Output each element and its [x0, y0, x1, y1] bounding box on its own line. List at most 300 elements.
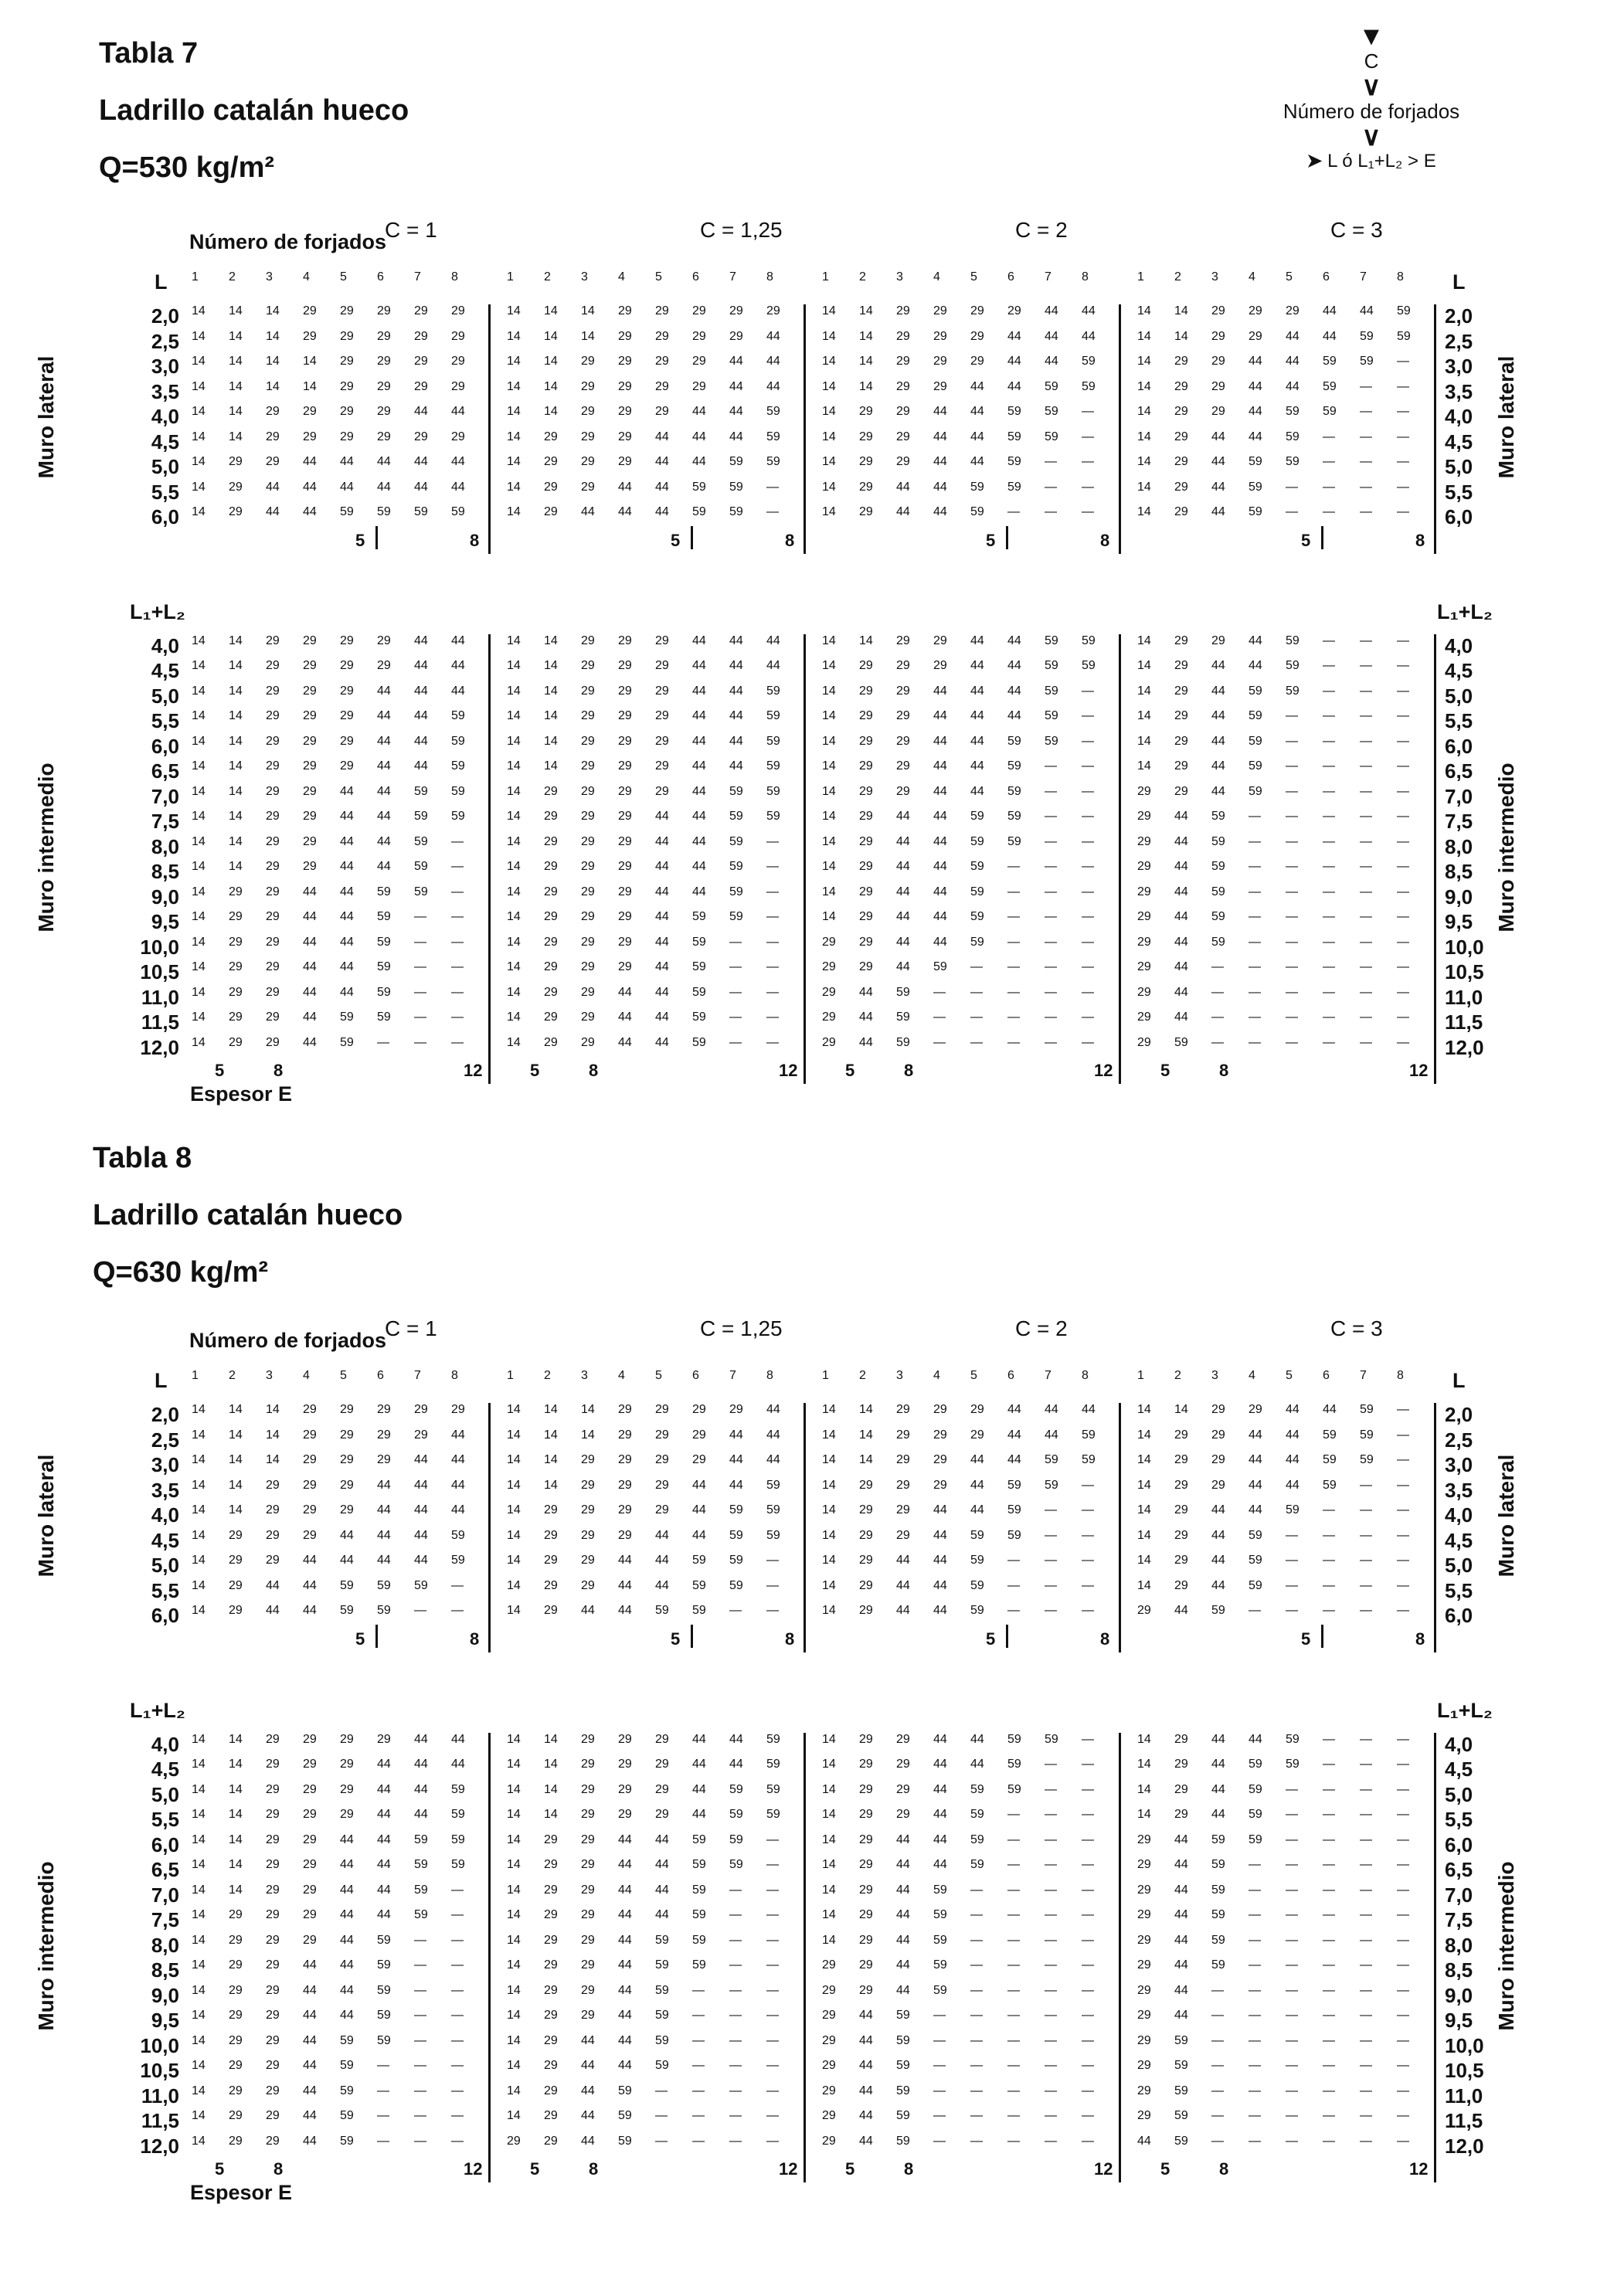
t7-inter-cell: 29 — [618, 633, 632, 647]
t8-int-row-label: 6,5 — [151, 1858, 179, 1881]
t7-inter-cell: 29 — [266, 960, 280, 973]
t8-numero-forjados: Número de forjados — [189, 1329, 387, 1352]
t7-inter-cell: 14 — [192, 960, 206, 973]
t7-inter-cell: — — [1397, 860, 1409, 873]
t7-inter-cell: — — [1045, 985, 1057, 999]
t8-lateral-cell: 44 — [692, 1528, 706, 1542]
t8-inter-cell: 29 — [303, 1832, 317, 1846]
t8-inter-cell: 29 — [340, 1758, 354, 1771]
t7-inter-cell: 44 — [896, 935, 910, 949]
t7-inter-cell: 29 — [859, 759, 873, 773]
t7-lateral-cell: 44 — [1082, 304, 1096, 318]
t7-inter-cell: 59 — [451, 759, 465, 773]
t7-col-header: 6 — [1007, 270, 1014, 284]
t8-lateral-cell: 29 — [1211, 1478, 1225, 1492]
t7-inter-cell: — — [1323, 1010, 1335, 1024]
t7-inter-cell: 29 — [544, 834, 558, 848]
t8-lat-row-label-right: 5,5 — [1445, 1578, 1473, 1602]
t8-lateral-cell: 29 — [933, 1403, 947, 1416]
t7-lateral-cell: 14 — [303, 379, 317, 393]
t8-inter-cell: 44 — [340, 1883, 354, 1897]
t7-lateral-cell: 29 — [970, 329, 984, 343]
t8-lateral-cell: — — [1323, 1528, 1335, 1542]
t7-lateral-cell: 14 — [1137, 505, 1151, 518]
t7-lateral-cell: 29 — [1174, 505, 1188, 518]
t7-inter-cell: 59 — [896, 1010, 910, 1024]
t8-inter-cell: 29 — [303, 1732, 317, 1746]
t8-inter-cell: — — [1045, 1908, 1057, 1921]
t8-lateral-cell: 59 — [377, 1578, 391, 1592]
t8-inter-cell: 14 — [822, 1758, 836, 1771]
t8-inter-cell: — — [970, 2059, 983, 2072]
t7-inter-cell: — — [1249, 985, 1261, 999]
t8-inter-cell: — — [377, 2109, 389, 2122]
t8-inter-cell: — — [1249, 2033, 1261, 2047]
t8-inter-cell: 29 — [1137, 2059, 1151, 2072]
t8-inter-cell: 44 — [377, 1908, 391, 1921]
t8-inter-cell: 29 — [1137, 1858, 1151, 1871]
t8-lateral-bar — [1119, 1403, 1121, 1652]
t7-lateral-cell: — — [766, 505, 779, 518]
t7-lateral-cell: — — [1082, 430, 1094, 443]
t8-inter-cell: — — [970, 1983, 983, 1997]
t8-inter-cell: 44 — [692, 1758, 706, 1771]
t7-lateral-cell: 14 — [507, 379, 521, 393]
t7-inter-cell: 44 — [303, 960, 317, 973]
t7-lateral-cell: 14 — [822, 304, 836, 318]
t8-lateral-cell: 29 — [655, 1428, 669, 1442]
t8-lateral-cell: 14 — [859, 1453, 873, 1466]
t7-inter-cell: 29 — [266, 684, 280, 698]
t8-lat-row-label-right: 4,0 — [1445, 1503, 1473, 1527]
t7-inter-cell: — — [766, 885, 779, 898]
t7-col-header: 4 — [618, 270, 625, 284]
t8-lateral-cell: 29 — [618, 1453, 632, 1466]
t7-inter-cell: 44 — [766, 633, 780, 647]
t8-lateral-cell: 29 — [581, 1478, 595, 1492]
t8-lat-row-label-right: 6,0 — [1445, 1604, 1473, 1627]
t7-inter-cell: 14 — [1137, 633, 1151, 647]
t7-lateral-cell: 14 — [507, 304, 521, 318]
t7-lateral-cell: 29 — [692, 329, 706, 343]
t8-lateral-cell: 29 — [544, 1528, 558, 1542]
t8-inter-cell: 59 — [1211, 1908, 1225, 1921]
t8-inter-cell: 59 — [655, 2059, 669, 2072]
t7-lateral-cell: 29 — [896, 304, 910, 318]
t7-lateral-cell: 44 — [451, 455, 465, 468]
t8-lateral-cell: 14 — [822, 1578, 836, 1592]
t8-title: Tabla 8 — [93, 1142, 192, 1174]
t7-lateral-cell: 14 — [507, 355, 521, 368]
t7-lateral-cell: 29 — [229, 505, 243, 518]
t7-lateral-cell: — — [1360, 455, 1372, 468]
t8-lateral-cell: 29 — [340, 1478, 354, 1492]
t8-inter-cell: — — [1249, 1883, 1261, 1897]
t8-inter-cell: — — [970, 2109, 983, 2122]
t7-lateral-cell: 59 — [1323, 355, 1337, 368]
t8-inter-cell: 44 — [303, 2134, 317, 2148]
t8-inter-cell: 44 — [618, 1958, 632, 1972]
t8-lateral-cell: — — [1045, 1554, 1057, 1567]
t8-inter-cell: 14 — [1137, 1782, 1151, 1796]
t7-inter-cell: — — [1045, 960, 1057, 973]
t8-inter-cell: 59 — [729, 1832, 743, 1846]
t7-inter-cell: 59 — [729, 834, 743, 848]
t7-espesor: Espesor E — [190, 1082, 293, 1106]
t8-inter-cell: — — [1286, 2134, 1298, 2148]
t7-inter-cell: — — [970, 985, 983, 999]
t7-lateral-cell: 14 — [1174, 329, 1188, 343]
t8-inter-cell: — — [451, 2134, 464, 2148]
t8-lateral-cell: — — [1082, 1578, 1094, 1592]
t7-inter-cell: — — [1397, 734, 1409, 748]
t7-inter-cell: 44 — [896, 960, 910, 973]
t8-lateral-cell: — — [766, 1578, 779, 1592]
t8-inter-cell: 59 — [618, 2084, 632, 2097]
t7-lat-row-label: 5,5 — [151, 480, 179, 504]
t7-lateral-cell: 29 — [859, 405, 873, 418]
t8-lat-row-label-right: 2,0 — [1445, 1403, 1473, 1426]
t8-lateral-cell: 29 — [618, 1428, 632, 1442]
t7-lateral-cell: 44 — [896, 480, 910, 494]
t7-lateral-cell: 14 — [266, 329, 280, 343]
t7-inter-cell: 29 — [618, 935, 632, 949]
t7-c-label-2: C = 2 — [1015, 218, 1068, 242]
t8-lateral-cell: 59 — [1007, 1503, 1021, 1517]
t8-inter-cell: — — [729, 1908, 742, 1921]
t8-lateral-foot: 8 — [1100, 1629, 1110, 1649]
t7-col-header: 7 — [729, 270, 736, 284]
t8-lateral-cell: 29 — [229, 1554, 243, 1567]
t7-inter-cell: 29 — [618, 734, 632, 748]
t7-inter-cell: 59 — [1082, 633, 1096, 647]
t7-lateral-cell: 14 — [192, 304, 206, 318]
t7-lateral-foot: 5 — [1301, 530, 1311, 550]
t8-inter-cell: 59 — [377, 1983, 391, 1997]
t7-lateral-cell: 44 — [303, 455, 317, 468]
t7-inter-cell: 29 — [1137, 1010, 1151, 1024]
t8-lateral-cell: 59 — [340, 1578, 354, 1592]
t7-inter-cell: 59 — [766, 759, 780, 773]
t8-inter-cell: — — [1360, 2109, 1372, 2122]
t8-inter-cell: 59 — [896, 2134, 910, 2148]
t7-inter-cell: — — [1360, 659, 1372, 672]
t7-lateral-cell: 29 — [729, 304, 743, 318]
t7-inter-cell: 59 — [1007, 734, 1021, 748]
t7-inter-cell: — — [1286, 1035, 1298, 1049]
t8-lateral-cell: 14 — [229, 1503, 243, 1517]
t7-lateral-cell: 29 — [451, 379, 465, 393]
t8-inter-cell: — — [1397, 1908, 1409, 1921]
t8-inter-cell: 59 — [1174, 2059, 1188, 2072]
t7-lateral-cell: 29 — [1211, 304, 1225, 318]
t8-lateral-cell: 14 — [507, 1453, 521, 1466]
t7-inter-cell: 59 — [1045, 734, 1058, 748]
t7-lat-row-label-right: 6,0 — [1445, 505, 1473, 528]
t8-inter-cell: 59 — [1045, 1732, 1058, 1746]
t8-inter-cell: 29 — [377, 1732, 391, 1746]
t7-inter-cell: 29 — [581, 734, 595, 748]
t7-lateral-cell: 29 — [655, 304, 669, 318]
t8-inter-cell: — — [1082, 1983, 1094, 1997]
t7-inter-cell: 29 — [581, 1010, 595, 1024]
t7-inter-cell: — — [1360, 885, 1372, 898]
t7-inter-cell: — — [1360, 1010, 1372, 1024]
t7-l1l2-left: L₁+L₂ — [130, 599, 185, 623]
t8-int-row-label: 10,0 — [140, 2033, 179, 2057]
t7-inter-cell: 44 — [1007, 684, 1021, 698]
t8-inter-cell: — — [933, 2084, 946, 2097]
t8-inter-cell: — — [766, 2059, 779, 2072]
t8-inter-cell: — — [1286, 1883, 1298, 1897]
t7-inter-cell: 14 — [192, 1010, 206, 1024]
t7-col-header: 4 — [303, 270, 310, 284]
t7-inter-cell: 44 — [618, 1010, 632, 1024]
t8-inter-cell: — — [933, 2134, 946, 2148]
t7-inter-cell: — — [377, 1035, 389, 1049]
t8-lateral-bar-mid — [1006, 1625, 1008, 1648]
t7-lateral-cell: 44 — [414, 480, 428, 494]
t7-lateral-cell: 59 — [1007, 430, 1021, 443]
t8-lateral-cell: 29 — [451, 1403, 465, 1416]
t7-inter-cell: 29 — [544, 784, 558, 798]
t7-inter-cell: 44 — [377, 810, 391, 823]
t8-lateral-cell: 44 — [766, 1428, 780, 1442]
t7-lateral-cell: 29 — [933, 329, 947, 343]
t8-lateral-cell: — — [1397, 1503, 1409, 1517]
t8-inter-cell: — — [1323, 2109, 1335, 2122]
t8-inter-cell: — — [1007, 1832, 1020, 1846]
t8-inter-cell: 29 — [229, 1983, 243, 1997]
t8-inter-cell: — — [1082, 1808, 1094, 1821]
t8-inter-cell: — — [729, 1958, 742, 1972]
t7-lateral-cell: 29 — [451, 430, 465, 443]
t8-inter-cell: — — [1286, 1933, 1298, 1947]
t8-inter-cell: 29 — [896, 1782, 910, 1796]
t8-inter-cell: 59 — [1286, 1758, 1300, 1771]
t8-inter-cell: 29 — [581, 1908, 595, 1921]
t7-inter-cell: 14 — [544, 659, 558, 672]
t7-int-row-label-right: 6,5 — [1445, 759, 1473, 783]
t7-lateral-bar — [488, 304, 491, 554]
t8-lateral-cell: — — [1045, 1503, 1057, 1517]
t8-lat-row-label: 3,0 — [151, 1453, 179, 1476]
t8-inter-cell: 59 — [377, 2009, 391, 2022]
t7-int-row-label: 10,5 — [140, 960, 179, 983]
t8-inter-cell: — — [451, 2059, 464, 2072]
t7-inter-cell: 44 — [692, 810, 706, 823]
t8-inter-cell: — — [1249, 2109, 1261, 2122]
t7-lateral-cell: 44 — [266, 505, 280, 518]
t8-inter-cell: 59 — [692, 1958, 706, 1972]
t8-inter-cell: 44 — [692, 1808, 706, 1821]
t7-lateral-cell: 14 — [544, 405, 558, 418]
t7-inter-cell: 29 — [544, 885, 558, 898]
t8-inter-cell: 14 — [507, 1732, 521, 1746]
t7-inter-cell: 29 — [618, 659, 632, 672]
t7-inter-cell: 29 — [266, 633, 280, 647]
t8-lateral-cell: 14 — [192, 1604, 206, 1617]
t7-lateral-cell: 44 — [618, 480, 632, 494]
t8-inter-cell: 59 — [1211, 1883, 1225, 1897]
t8-lateral-cell: 29 — [581, 1503, 595, 1517]
t7-lateral-cell: 14 — [266, 379, 280, 393]
t7-lateral-cell: 44 — [1249, 379, 1262, 393]
t8-inter-cell: — — [1082, 2059, 1094, 2072]
t8-lateral-cell: 59 — [970, 1554, 984, 1567]
t8-inter-cell: — — [933, 2033, 946, 2047]
t7-lateral-foot: 8 — [785, 530, 795, 550]
t8-lateral-cell: — — [766, 1554, 779, 1567]
t7-inter-cell: 29 — [581, 659, 595, 672]
t8-inter-cell: — — [1007, 2134, 1020, 2148]
t7-inter-cell: 44 — [377, 684, 391, 698]
t7-inter-cell: — — [1397, 709, 1409, 722]
t7-inter-cell: 29 — [859, 684, 873, 698]
t8-inter-cell: 44 — [1137, 2134, 1151, 2148]
t8-lateral-cell: 29 — [859, 1503, 873, 1517]
t8-inter-cell: 29 — [266, 1782, 280, 1796]
t8-inter-cell: 59 — [414, 1908, 428, 1921]
t7-lateral-cell: — — [1397, 480, 1409, 494]
t7-lateral-cell: 59 — [1007, 405, 1021, 418]
t7-lateral-cell: — — [1360, 405, 1372, 418]
t7-inter-cell: — — [1082, 684, 1094, 698]
t8-lateral-cell: 44 — [618, 1604, 632, 1617]
t8-lateral-cell: 59 — [692, 1604, 706, 1617]
t8-inter-cell: 29 — [581, 1782, 595, 1796]
t8-inter-cell: 44 — [377, 1808, 391, 1821]
t7-inter-cell: 44 — [933, 759, 947, 773]
t7-inter-cell: 14 — [544, 759, 558, 773]
t7-col-header: 3 — [581, 270, 588, 284]
t8-inter-cell: — — [1397, 1858, 1409, 1871]
t7-inter-cell: 44 — [896, 885, 910, 898]
t7-lateral-cell: 29 — [303, 304, 317, 318]
t8-inter-cell: 14 — [507, 1983, 521, 1997]
t7-inter-cell: 44 — [414, 684, 428, 698]
t7-lateral-cell: 29 — [1211, 379, 1225, 393]
t8-inter-cell: — — [451, 1958, 464, 1972]
t7-inter-cell: — — [414, 960, 426, 973]
t7-inter-cell: 59 — [766, 784, 780, 798]
t7-l-left: L — [155, 270, 168, 294]
t7-inter-cell: 44 — [1174, 860, 1188, 873]
t7-inter-cell: 29 — [859, 885, 873, 898]
t8-int-row-label: 9,5 — [151, 2009, 179, 2032]
t8-inter-cell: 29 — [618, 1808, 632, 1821]
t7-inter-cell: 44 — [655, 810, 669, 823]
t8-inter-cell: — — [414, 1933, 426, 1947]
t7-lateral-cell: 44 — [1211, 430, 1225, 443]
t7-l1l2-right: L₁+L₂ — [1437, 599, 1493, 623]
t8-lateral-cell: 44 — [303, 1604, 317, 1617]
t7-inter-cell: 44 — [692, 860, 706, 873]
t7-lateral-cell: 29 — [451, 304, 465, 318]
t8-inter-cell: 29 — [581, 1983, 595, 1997]
t7-inter-cell: 44 — [1174, 985, 1188, 999]
t8-inter-cell: 44 — [896, 1858, 910, 1871]
t7-inter-cell: — — [1360, 709, 1372, 722]
t7-inter-cell: — — [1286, 935, 1298, 949]
t7-inter-cell: — — [451, 935, 464, 949]
t8-lateral-cell: — — [1045, 1604, 1057, 1617]
t8-inter-cell: 44 — [340, 1908, 354, 1921]
t7-inter-cell: — — [1286, 860, 1298, 873]
t7-lateral-cell: 59 — [1007, 455, 1021, 468]
t7-lateral-cell: 14 — [859, 355, 873, 368]
t8-lateral-cell: 14 — [1174, 1403, 1188, 1416]
t7-lateral-cell: 44 — [933, 480, 947, 494]
t7-inter-cell: — — [1045, 1010, 1057, 1024]
t7-inter-cell: 44 — [377, 709, 391, 722]
t7-inter-cell: 44 — [377, 759, 391, 773]
t7-inter-cell: 44 — [655, 1035, 669, 1049]
t7-lateral-bar-mid — [691, 526, 693, 549]
t7-inter-cell: 59 — [1045, 659, 1058, 672]
t8-lateral-cell: 44 — [1286, 1453, 1300, 1466]
t7-inter-cell: — — [1397, 834, 1409, 848]
t8-inter-cell: 14 — [1137, 1758, 1151, 1771]
t8-lateral-cell: 29 — [618, 1403, 632, 1416]
t8-lateral-cell: 59 — [1211, 1604, 1225, 1617]
t7-lateral-cell: 29 — [618, 430, 632, 443]
t8-inter-cell: 14 — [507, 2109, 521, 2122]
t7-inter-cell: 14 — [192, 1035, 206, 1049]
t7-inter-cell: 29 — [581, 810, 595, 823]
t7-inter-cell: 44 — [340, 910, 354, 923]
t7-inter-cell: 29 — [1137, 935, 1151, 949]
t7-lateral-cell: 29 — [896, 355, 910, 368]
t8-inter-cell: 14 — [822, 1933, 836, 1947]
t8-inter-cell: 59 — [896, 2109, 910, 2122]
t7-lateral-cell: 44 — [970, 455, 984, 468]
t7-lateral-cell: 14 — [1137, 405, 1151, 418]
t7-inter-cell: — — [970, 1035, 983, 1049]
t8-inter-cell: 44 — [377, 1832, 391, 1846]
t8-inter-cell: 59 — [655, 2009, 669, 2022]
t7-inter-cell: 29 — [544, 1010, 558, 1024]
t7-lateral-cell: 29 — [581, 355, 595, 368]
t8-lateral-cell: 29 — [618, 1478, 632, 1492]
t7-inter-cell: 29 — [933, 633, 947, 647]
t8-inter-cell: — — [414, 1983, 426, 1997]
t8-lateral-cell: 29 — [933, 1453, 947, 1466]
t8-int-row-label: 4,5 — [151, 1758, 179, 1781]
t8-lateral-cell: 44 — [451, 1428, 465, 1442]
t8-inter-cell: 59 — [933, 1883, 947, 1897]
t8-lateral-cell: 14 — [266, 1403, 280, 1416]
t7-lateral-cell: 29 — [655, 329, 669, 343]
t8-lateral-cell: — — [1007, 1604, 1020, 1617]
t7-lateral-cell: 29 — [729, 329, 743, 343]
t8-lateral-cell: — — [1360, 1578, 1372, 1592]
t7-lat-row-label: 3,5 — [151, 379, 179, 403]
t8-inter-cell: 44 — [1211, 1808, 1225, 1821]
t8-lat-row-label-right: 5,0 — [1445, 1554, 1473, 1577]
t8-lateral-cell: 59 — [1045, 1453, 1058, 1466]
t7-inter-cell: 59 — [729, 885, 743, 898]
t8-int-row-label: 12,0 — [140, 2134, 179, 2158]
t7-lateral-cell: 29 — [1174, 379, 1188, 393]
t8-inter-cell: 44 — [1211, 1758, 1225, 1771]
t7-inter-cell: 29 — [655, 659, 669, 672]
t7-inter-cell: 59 — [414, 885, 428, 898]
t7-col-header: 5 — [340, 270, 347, 284]
t8-lateral-cell: 59 — [692, 1554, 706, 1567]
t8-lateral-cell: 59 — [1360, 1453, 1374, 1466]
t8-inter-cell: 59 — [340, 2059, 354, 2072]
